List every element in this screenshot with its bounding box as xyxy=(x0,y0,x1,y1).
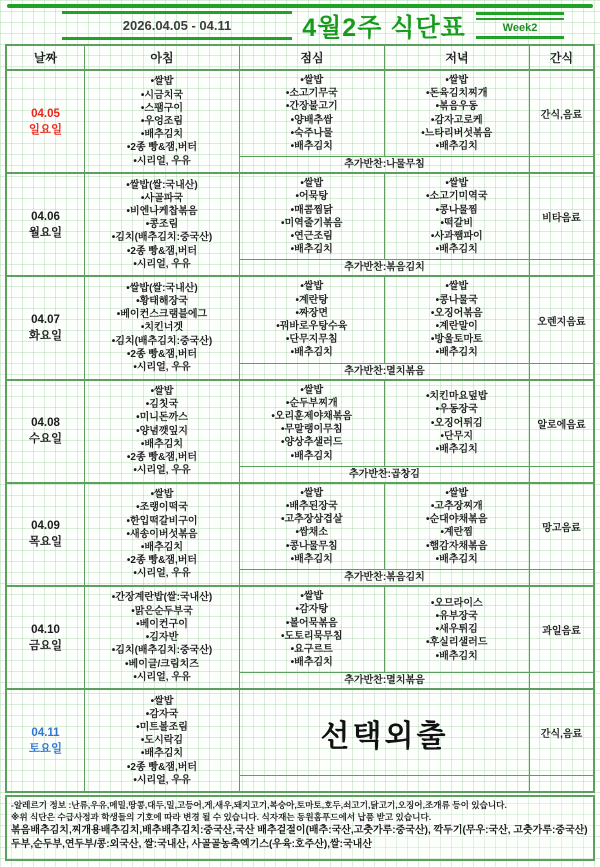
day-row xyxy=(7,71,593,174)
menu-item: •쌀밥 xyxy=(445,75,469,86)
date-cell xyxy=(7,690,85,791)
menu-item: •어묵탕 xyxy=(295,191,328,203)
day-row xyxy=(7,381,593,484)
menu-item: •쌀밥 xyxy=(445,487,469,499)
snack-strip xyxy=(530,363,593,379)
menu-item: •쌀밥(쌀:국내산) xyxy=(126,282,198,294)
menu-item: •비엔나케찹볶음 xyxy=(126,206,198,218)
menu-item: •시리얼, 우유 xyxy=(133,671,191,683)
menu-item: •쌀밥 xyxy=(445,281,469,293)
menu-item: •황태해장국 xyxy=(136,296,188,308)
menu-item: •느타리버섯볶음 xyxy=(421,127,493,139)
menu-item: •콩나물찜 xyxy=(435,204,478,216)
menu-item: •양배추쌈 xyxy=(290,114,333,126)
menu-item: •2종 빵&잼,버터 xyxy=(126,555,198,567)
menu-item: •배추김치 xyxy=(290,244,333,256)
footer-notes xyxy=(5,795,595,861)
snack-column xyxy=(530,587,593,688)
column-header-dinner: 저녁 xyxy=(385,46,530,69)
allergy-info: -알레르기 정보 :난류,우유,메밀,땅콩,대두,밀,고등어,게,새우,돼지고기,복숭아,토마토,호두,쇠고기,닭고기,오징어,조개류 등이 있습니다. xyxy=(11,800,507,811)
menu-item: •베이글/크림치즈 xyxy=(125,658,199,670)
menu-item: •양상추샐러드 xyxy=(281,437,343,449)
menu-item: •시리얼, 우유 xyxy=(133,155,191,167)
menu-item: •짜장면 xyxy=(295,307,328,319)
lunch-dinner-menus xyxy=(240,690,529,775)
menu-item: •콩나물무침 xyxy=(285,540,338,552)
date-label: 04.08 xyxy=(31,417,60,430)
snack-cell: 과일음료 xyxy=(542,626,581,638)
menu-item: •배추김치 xyxy=(435,244,478,256)
menu-item: •베이컨구이 xyxy=(136,618,188,630)
lunch-cell xyxy=(240,587,385,672)
lunch-cell xyxy=(240,484,385,569)
menu-item: •간장계란밥(쌀:국내산) xyxy=(111,592,213,604)
menu-item: •쌀밥 xyxy=(150,489,174,501)
lunch-cell xyxy=(240,71,385,156)
menu-item: •미트볼조림 xyxy=(136,722,188,733)
lunch-dinner-block xyxy=(240,381,530,482)
menu-item: •쌀밥 xyxy=(300,178,324,190)
breakfast-cell xyxy=(85,71,240,172)
menu-item: •쌀밥 xyxy=(150,695,174,707)
menu-item: •배추김치 xyxy=(435,650,478,662)
menu-item: •김칫국 xyxy=(145,399,179,411)
lunch-dinner-block xyxy=(240,277,530,378)
menu-item: •쌀밥 xyxy=(300,591,324,603)
snack-column xyxy=(530,277,593,378)
snack-column xyxy=(530,484,593,585)
menu-item: •배추김치 xyxy=(290,553,333,565)
extra-side-dish: 추가반찬:멸치볶음 xyxy=(240,363,529,379)
menu-item: •간장불고기 xyxy=(285,101,338,113)
menu-item: •오리훈제야채볶음 xyxy=(271,411,353,423)
menu-item: •도토리묵무침 xyxy=(281,630,343,642)
origin-info: 볶음배추김치,찌개용배추김치,배추배추김치:중국산,국산 배추겉절이(배추:국산,고춧가루:중국산), 깍두기(무우:국산, 고춧가루:중국산) 두부,순두부,연두부/콩:외국산, 쌀:국내산, 사골골농축엑기스(우육:호주산),쌀:국내산 xyxy=(11,825,588,850)
menu-item: •후실리샐러드 xyxy=(426,637,488,649)
menu-item: •매콤찜닭 xyxy=(290,204,333,216)
date-label: 04.11 xyxy=(31,726,60,739)
menu-item: •소고기무국 xyxy=(285,88,338,100)
snack-strip xyxy=(530,569,593,585)
menu-item: •베이컨스크램블에그 xyxy=(116,309,208,321)
meal-table xyxy=(5,44,595,793)
weekday-label: 금요일 xyxy=(28,639,63,652)
menu-item: •떡갈비 xyxy=(440,217,473,229)
header xyxy=(6,9,594,42)
menu-item: •시금치국 xyxy=(140,89,184,101)
menu-item: •시리얼, 우유 xyxy=(133,568,191,580)
menu-item: •양념깻잎지 xyxy=(136,425,188,437)
menu-item: •도시락김 xyxy=(140,735,184,747)
snack-cell: 알로에음료 xyxy=(537,419,586,431)
menu-item: •계란말이 xyxy=(435,321,478,333)
lunch-cell xyxy=(240,381,385,466)
special-note: 선택외출 xyxy=(320,719,449,753)
menu-item: •오징어볶음 xyxy=(430,307,483,319)
menu-item: •배추김치 xyxy=(140,129,184,141)
weekday-label: 수요일 xyxy=(28,433,63,446)
column-header-breakfast: 아침 xyxy=(85,46,240,69)
menu-item: •2종 빵&잼,버터 xyxy=(126,142,198,154)
dinner-cell xyxy=(385,71,530,156)
menu-item: •쌀밥 xyxy=(445,178,469,190)
day-row xyxy=(7,484,593,587)
date-range: 2026.04.05 - 04.11 xyxy=(62,11,292,40)
dinner-cell xyxy=(385,484,530,569)
menu-item: •햄감자채볶음 xyxy=(426,540,488,552)
extra-side-dish: 추가반찬:나물무침 xyxy=(240,156,529,172)
menu-item: •요구르트 xyxy=(290,643,333,655)
lunch-dinner-block xyxy=(240,174,530,275)
menu-item: •배추김치 xyxy=(290,450,333,462)
lunch-dinner-menus xyxy=(240,484,529,569)
menu-item: •미역줄기볶음 xyxy=(281,217,343,229)
extra-side-dish: 추가반찬:곱창김 xyxy=(240,466,529,482)
weekday-label: 일요일 xyxy=(28,123,63,136)
menu-item: •순두부찌개 xyxy=(285,397,338,409)
lunch-dinner-menus xyxy=(240,174,529,259)
menu-item: •계란찜 xyxy=(440,527,473,539)
day-row xyxy=(7,587,593,690)
menu-item: •배추김치 xyxy=(290,141,333,153)
lunch-dinner-block xyxy=(240,71,530,172)
menu-item: •배추김치 xyxy=(290,657,333,669)
week-label: Week2 xyxy=(502,22,538,34)
menu-item: •시리얼, 우유 xyxy=(133,774,191,786)
menu-item: •새우튀김 xyxy=(435,624,478,636)
snack-strip xyxy=(530,259,593,275)
menu-item: •맑은순두부국 xyxy=(131,605,193,617)
extra-side-dish xyxy=(240,775,529,791)
menu-item: •감자고로케 xyxy=(430,114,483,126)
menu-item: •배추된장국 xyxy=(285,501,338,513)
menu-item: •쌀밥 xyxy=(300,384,324,396)
menu-item: •돈육김치찌개 xyxy=(426,88,488,100)
snack-strip xyxy=(530,672,593,688)
menu-item: •계란탕 xyxy=(295,294,328,306)
column-header-lunch: 점심 xyxy=(240,46,385,69)
snack-cell: 간식,음료 xyxy=(540,729,583,741)
breakfast-cell xyxy=(85,587,240,688)
date-cell xyxy=(7,277,85,378)
column-header-date: 날짜 xyxy=(7,46,85,69)
date-cell xyxy=(7,381,85,482)
snack-cell: 간식,음료 xyxy=(540,110,583,122)
menu-item: •배추김치 xyxy=(140,748,184,760)
menu-item: •무말랭이무침 xyxy=(281,424,343,436)
snack-strip xyxy=(530,466,593,482)
menu-item: •시리얼, 우유 xyxy=(133,258,191,270)
snack-cell: 망고음료 xyxy=(542,522,581,534)
lunch-dinner-block xyxy=(240,690,530,791)
snack-column xyxy=(530,71,593,172)
menu-item: •쌀밥 xyxy=(300,75,324,86)
menu-item: •배추김치 xyxy=(435,141,478,153)
menu-item: •배추김치 xyxy=(435,553,478,565)
breakfast-cell xyxy=(85,381,240,482)
menu-item: •볼어묵볶음 xyxy=(285,617,338,629)
date-label: 04.05 xyxy=(31,107,60,120)
menu-item: •숙주나물 xyxy=(290,127,333,139)
snack-column xyxy=(530,690,593,791)
menu-item: •콩나물국 xyxy=(435,294,478,306)
menu-item: •사골파국 xyxy=(140,192,184,204)
menu-item: •순대야채볶음 xyxy=(426,514,488,526)
lunch-cell xyxy=(240,174,385,259)
menu-item: •볶음우동 xyxy=(435,101,478,113)
date-cell xyxy=(7,484,85,585)
menu-item: •새송이버섯볶음 xyxy=(126,528,198,540)
menu-item: •단무지무침 xyxy=(285,334,338,346)
day-row xyxy=(7,690,593,791)
lunch-dinner-block xyxy=(240,587,530,688)
snack-cell: 오렌지음료 xyxy=(537,316,586,328)
menu-item: •쌀밥 xyxy=(150,386,174,398)
menu-item: •사과쨈파이 xyxy=(430,231,483,243)
snack-column xyxy=(530,174,593,275)
menu-item: •우동장국 xyxy=(435,404,478,416)
breakfast-cell xyxy=(85,484,240,585)
extra-side-dish: 추가반찬:멸치볶음 xyxy=(240,672,529,688)
menu-item: •치킨마요덮밥 xyxy=(426,391,488,403)
snack-strip xyxy=(530,156,593,172)
day-row xyxy=(7,174,593,277)
weekday-label: 월요일 xyxy=(28,226,63,239)
week-box-line xyxy=(476,12,564,15)
menu-item: •시리얼, 우유 xyxy=(133,465,191,477)
menu-item: •조랭이떡국 xyxy=(136,502,188,514)
weekday-label: 목요일 xyxy=(28,536,63,549)
menu-item: •2종 빵&잼,버터 xyxy=(126,452,198,464)
menu-item: •쌀밥 xyxy=(300,487,324,499)
week-label-box xyxy=(476,12,564,39)
breakfast-cell xyxy=(85,174,240,275)
weekday-label: 화요일 xyxy=(28,330,63,343)
extra-side-dish: 추가반찬:볶음김치 xyxy=(240,569,529,585)
lunch-dinner-block xyxy=(240,484,530,585)
date-label: 04.06 xyxy=(31,210,60,223)
menu-item: •미니돈까스 xyxy=(136,412,188,424)
menu-change-notice: ※위 식단은 수급사정과 학생들의 기호에 따라 변경 될 수 있습니다. 식자재는 동원홈푸드에서 납품 받고 있습니다. xyxy=(11,812,432,823)
menu-item: •소고기미역국 xyxy=(426,191,488,203)
menu-item: •배추김치 xyxy=(290,347,333,359)
date-label: 04.07 xyxy=(31,314,60,327)
table-header-row xyxy=(7,46,593,71)
menu-item: •단무지 xyxy=(440,430,473,442)
menu-item: •쌀밥 xyxy=(150,76,174,88)
menu-item: •오징어튀김 xyxy=(430,417,483,429)
date-label: 04.09 xyxy=(31,520,60,533)
menu-item: •꿔바로우탕수육 xyxy=(276,321,348,333)
lunch-dinner-menus xyxy=(240,587,529,672)
menu-item: •우엉조림 xyxy=(140,116,184,127)
menu-item: •치킨너겟 xyxy=(140,322,184,334)
dinner-cell xyxy=(385,587,530,672)
menu-item: •배추김치 xyxy=(435,444,478,456)
menu-item: •2종 빵&잼,버터 xyxy=(126,245,198,257)
menu-item: •감자탕 xyxy=(295,604,328,616)
weekday-label: 토요일 xyxy=(28,742,63,755)
breakfast-cell xyxy=(85,277,240,378)
snack-cell: 비타음료 xyxy=(542,213,581,225)
menu-item: •쌀밥(쌀:국내산) xyxy=(126,179,198,191)
lunch-dinner-menus xyxy=(240,381,529,466)
menu-item: •스팸구이 xyxy=(140,102,184,114)
lunch-dinner-menus xyxy=(240,277,529,362)
menu-item: •김자반 xyxy=(145,632,179,644)
menu-item: •시리얼, 우유 xyxy=(133,362,191,374)
breakfast-cell xyxy=(85,690,240,791)
dinner-cell xyxy=(385,277,530,362)
menu-item: •2종 빵&잼,버터 xyxy=(126,348,198,360)
menu-item: •콩조림 xyxy=(145,219,179,231)
menu-item: •배추김치 xyxy=(140,438,184,450)
dinner-cell xyxy=(385,174,530,259)
date-cell xyxy=(7,71,85,172)
menu-item: •2종 빵&잼,버터 xyxy=(126,761,198,773)
menu-item: •김치(배추김치:중국산) xyxy=(111,645,213,657)
menu-item: •오므라이스 xyxy=(430,597,483,609)
date-label: 04.10 xyxy=(31,623,60,636)
week-box-line xyxy=(476,36,564,39)
menu-item: •고추장찌개 xyxy=(430,501,483,513)
menu-item: •배추김치 xyxy=(140,542,184,554)
menu-item: •쌀밥 xyxy=(300,281,324,293)
page-title: 4월2주 식단표 xyxy=(302,13,466,42)
snack-strip xyxy=(530,775,593,791)
menu-item: •감자국 xyxy=(145,708,179,720)
date-cell xyxy=(7,174,85,275)
lunch-dinner-menus xyxy=(240,71,529,156)
column-header-snack: 간식 xyxy=(549,51,574,65)
day-row xyxy=(7,277,593,380)
menu-item: •배추김치 xyxy=(435,347,478,359)
lunch-cell xyxy=(240,277,385,362)
dinner-cell xyxy=(385,381,530,466)
menu-item: •한입떡갈비구이 xyxy=(126,515,198,527)
menu-item: •쌈채소 xyxy=(295,527,328,539)
table-body xyxy=(7,71,593,791)
menu-item: •고추장삼겹살 xyxy=(281,514,343,526)
date-cell xyxy=(7,587,85,688)
menu-item: •유부장국 xyxy=(435,610,478,622)
menu-item: •김치(배추김치:중국산) xyxy=(111,335,213,347)
extra-side-dish: 추가반찬:볶음김치 xyxy=(240,259,529,275)
menu-item: •연근조림 xyxy=(290,231,333,243)
snack-column xyxy=(530,381,593,482)
menu-item: •김치(배추김치:중국산) xyxy=(111,232,213,244)
menu-item: •방울토마토 xyxy=(430,334,483,346)
